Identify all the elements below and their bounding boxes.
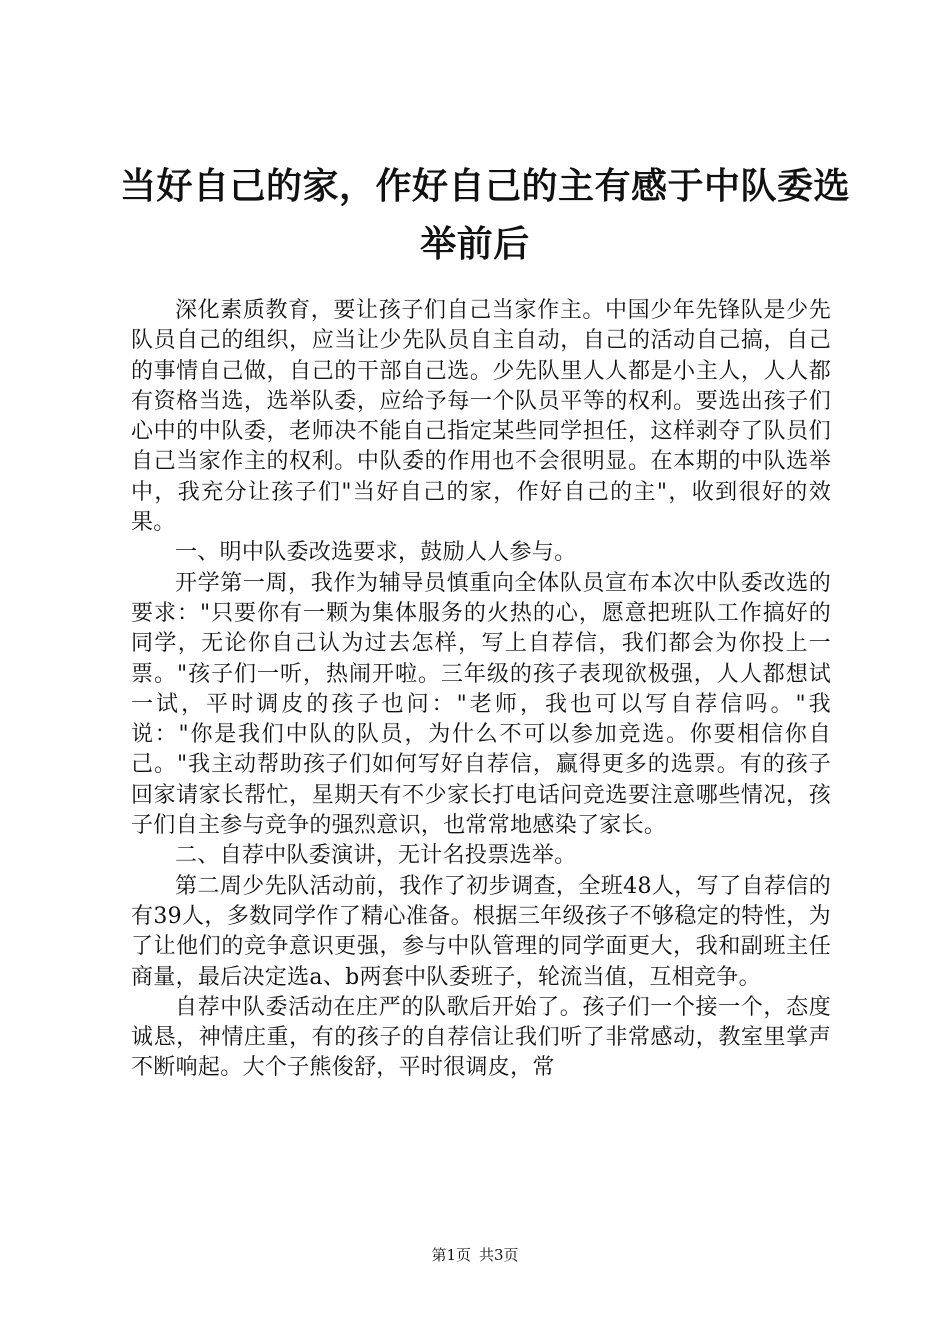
section-heading-1: 一、明中队委改选要求，鼓励人人参与。 — [175, 540, 577, 566]
document-body — [131, 296, 831, 1084]
title-line-2: 举前后 — [420, 224, 530, 265]
title-line-1: 当好自己的家，作好自己的主有感于中队委选 — [120, 166, 851, 207]
page-footer — [0, 1245, 950, 1265]
paragraph-intro: 深化素质教育，要让孩子们自己当家作主。中国少年先锋队是少先队员自己的组织，应当让少先队员自主自动，自己的活动自己搞，自己的事情自己做，自己的干部自己选。少先队里人人都是小主人，人人都有资格当选，选举队委，应给予每一个队员平等的权利。要选出孩子们心中的中队委，老师决不能自己指定某些同学担任，这样剥夺了队员们自己当家作主的权利。中队委的作用也不会很明显。在本期的中队选举中，我充分让孩子们"当好自己的家，作好自己的主"，收到很好的效果。 — [131, 298, 831, 536]
paragraph-section-2-continued: 自荐中队委活动在庄严的队歌后开始了。孩子们一个接一个，态度诚恳，神情庄重，有的孩子的自荐信让我们听了非常感动，教室里掌声不断响起。大个子熊俊舒，平时很调皮，常 — [131, 994, 831, 1081]
paragraph-section-2: 第二周少先队活动前，我作了初步调查，全班48人，写了自荐信的有39人，多数同学作了精心准备。根据三年级孩子不够稳定的特性，为了让他们的竞争意识更强，参与中队管理的同学面更大，我和副班主任商量，最后决定选a、b两套中队委班子，轮流当值，互相竞争。 — [131, 873, 831, 990]
document-title — [120, 158, 851, 274]
page-number: 第1页 — [431, 1246, 471, 1264]
paragraph-section-1: 开学第一周，我作为辅导员慎重向全体队员宣布本次中队委改选的要求："只要你有一颗为集体服务的火热的心，愿意把班队工作搞好的同学，无论你自己认为过去怎样，写上自荐信，我们都会为你投上一票。"孩子们一听，热闹开啦。三年级的孩子表现欲极强，人人都想试一试，平时调皮的孩子也问："老师，我也可以写自荐信吗。"我说："你是我们中队的队员，为什么不可以参加竞选。你要相信你自己。"我主动帮助孩子们如何写好自荐信，赢得更多的选票。有的孩子回家请家长帮忙，星期天有不少家长打电话问竞选要注意哪些情况，孩子们自主参与竞争的强烈意识，也常常地感染了家长。 — [131, 570, 831, 839]
section-heading-2: 二、自荐中队委演讲，无计名投票选举。 — [175, 843, 577, 869]
page-total: 共3页 — [479, 1246, 519, 1264]
